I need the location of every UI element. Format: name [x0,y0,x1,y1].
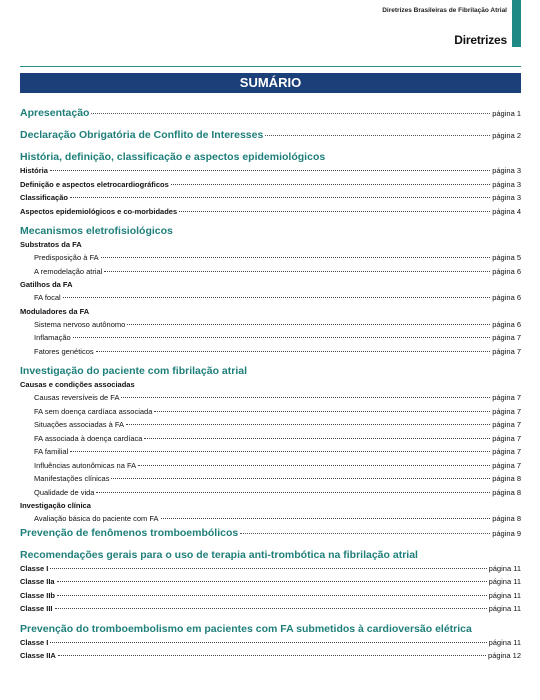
dot-leader [57,595,487,596]
toc-entry[interactable] [20,459,521,473]
toc-page-number: página 11 [488,604,521,613]
toc-entry-title: Classe IIb [20,590,56,600]
dot-leader [138,465,490,466]
toc-page-number: página 7 [492,333,521,342]
dot-leader [126,424,490,425]
toc-entry-title: FA familial [34,447,69,456]
toc-page-number: página 7 [492,393,521,402]
toc-entry-title: Recomendações gerais para o uso de terapia anti-trombótica na fibrilação atrial [20,548,418,561]
dot-leader [70,197,490,198]
toc-entry[interactable] [20,265,521,279]
toc-subheading [20,238,521,251]
toc-page-number: página 8 [492,487,521,497]
toc-entry-title: A remodelação atrial [34,266,103,276]
dot-leader [70,451,490,452]
toc-page-number: página 7 [492,420,521,429]
toc-entry-title: Classificação [20,193,68,202]
toc-entry[interactable] [20,318,521,332]
toc-page-number: página 11 [488,590,521,600]
toc-entry-title: Apresentação [20,107,90,119]
toc-entry-title: Prevenção do tromboembolismo em pacientes com FA submetidos à cardioversão elétrica [20,622,472,635]
toc-entry[interactable] [20,331,521,345]
toc-entry[interactable] [20,486,521,500]
toc-entry-title: Moduladores da FA [20,306,90,316]
toc-entry[interactable] [20,636,521,650]
toc-section-heading [20,224,521,238]
toc-entry[interactable] [20,526,521,540]
toc-page-number: página 6 [492,319,521,329]
toc-subheading [20,305,521,318]
dot-leader [154,411,490,412]
toc-entry-title: Situações associadas à FA [34,420,125,429]
toc-entry-title: Predisposição à FA [34,253,99,262]
toc-entry-title: Classe I [20,637,49,647]
dot-leader [240,533,490,534]
dot-leader [171,184,490,185]
toc-entry[interactable] [20,391,521,405]
toc-entry-title: Causas reversíveis de FA [34,393,120,402]
toc-entry-title: Investigação clínica [20,501,91,510]
toc-entry[interactable] [20,128,521,142]
dot-leader [50,170,490,171]
toc-entry-title: Sistema nervoso autônomo [34,319,126,329]
dot-leader [265,135,490,136]
dot-leader [121,397,490,398]
toc-entry[interactable] [20,432,521,446]
toc-page-number: página 5 [492,253,521,262]
toc-page-number: página 12 [488,651,521,660]
section-tab-marker [512,0,521,47]
toc-entry-title: Classe IIa [20,577,55,586]
dot-leader [104,271,490,272]
toc-entry-title: FA associada à doença cardíaca [34,433,143,443]
toc-page-number: página 8 [492,474,521,483]
toc-entry-title: Prevenção de fenômenos tromboembólicos [20,526,239,539]
toc-entry-title: Definição e aspectos eletrocardiográficos [20,179,169,189]
toc-page-number: página 9 [492,528,521,538]
dot-leader [127,324,490,325]
dot-leader [50,642,486,643]
toc-page-number: página 11 [488,637,521,647]
dot-leader [50,568,486,569]
toc-entry[interactable] [20,418,521,432]
toc-entry-title: Manifestações clínicas [34,474,110,483]
toc-entry[interactable] [20,472,521,486]
toc-entry-title: Mecanismos eletrofisiológicos [20,225,173,237]
toc-entry[interactable] [20,405,521,419]
toc-entry[interactable] [20,291,521,305]
header-rule [20,66,521,67]
toc-entry[interactable] [20,512,521,526]
toc-entry[interactable] [20,205,521,219]
toc-page-number: página 1 [492,109,521,118]
summary-banner: SUMÁRIO [20,73,521,93]
toc-entry-title: Influências autonômicas na FA [34,460,137,470]
toc-page-number: página 11 [488,577,521,586]
toc-section-heading [20,150,521,164]
toc-entry[interactable] [20,178,521,192]
dot-leader [96,492,490,493]
toc-page-number: página 6 [492,266,521,276]
dot-leader [96,351,491,352]
dot-leader [63,297,491,298]
toc-entry-title: Classe III [20,604,53,613]
toc-page-number: página 3 [492,193,521,202]
toc-entry-title: Avaliação básica do paciente com FA [34,514,159,523]
toc-page-number: página 7 [492,346,521,356]
toc-entry-title: FA focal [34,293,61,302]
toc-page-number: página 8 [492,514,521,523]
toc-entry[interactable] [20,649,521,663]
toc-page-number: página 3 [492,179,521,189]
toc-entry-title: FA sem doença cardíaca associada [34,406,153,416]
toc-section-heading [20,364,521,378]
toc-entry[interactable] [20,191,521,205]
toc-entry-title: Classe I [20,563,49,573]
toc-entry-title: Classe IIA [20,651,56,660]
dot-leader [144,438,490,439]
toc-entry-title: Qualidade de vida [34,487,95,497]
dot-leader [55,608,487,609]
toc-page-number: página 7 [492,406,521,416]
toc-section-heading [20,622,521,636]
toc-entry[interactable] [20,345,521,359]
toc-page-number: página 11 [488,563,521,573]
dot-leader [111,478,490,479]
toc-entry[interactable] [20,602,521,616]
toc-entry-title: Inflamação [34,333,71,342]
toc-entry[interactable] [20,106,521,120]
toc-section-heading [20,548,521,562]
toc-entry-title: Gatilhos da FA [20,280,73,289]
toc-entry[interactable] [20,562,521,576]
dot-leader [58,655,486,656]
toc-subheading [20,378,521,391]
toc-subheading [20,278,521,291]
journal-header: Diretrizes Brasileiras de Fibrilação Atrial [382,7,507,14]
toc-page-number: página 2 [492,131,521,140]
toc-page-number: página 3 [492,166,521,175]
dot-leader [73,337,491,338]
toc-entry[interactable] [20,164,521,178]
dot-leader [161,518,491,519]
toc-entry-title: Declaração Obrigatória de Conflito de Interesses [20,129,264,141]
toc-entry-title: Investigação do paciente com fibrilação atrial [20,365,247,377]
dot-leader [91,113,490,114]
toc-page-number: página 7 [492,460,521,470]
toc-entry-title: Causas e condições associadas [20,380,135,389]
section-title: Diretrizes [454,33,507,47]
toc-page-number: página 6 [492,293,521,302]
dot-leader [179,211,490,212]
toc-entry[interactable] [20,575,521,589]
toc-entry-title: História, definição, classificação e aspectos epidemiológicos [20,151,326,163]
toc-entry[interactable] [20,251,521,265]
toc-subheading [20,499,521,512]
toc-page-number: página 4 [492,206,521,216]
toc-entry-title: História [20,166,48,175]
toc-entry-title: Aspectos epidemiológicos e co-morbidades [20,206,178,216]
toc-entry-title: Fatores genéticos [34,346,94,356]
dot-leader [57,581,487,582]
toc-page-number: página 7 [492,447,521,456]
table-of-contents [20,106,521,663]
toc-entry[interactable] [20,445,521,459]
dot-leader [101,257,491,258]
toc-page-number: página 7 [492,433,521,443]
toc-entry[interactable] [20,589,521,603]
toc-entry-title: Substratos da FA [20,240,82,249]
